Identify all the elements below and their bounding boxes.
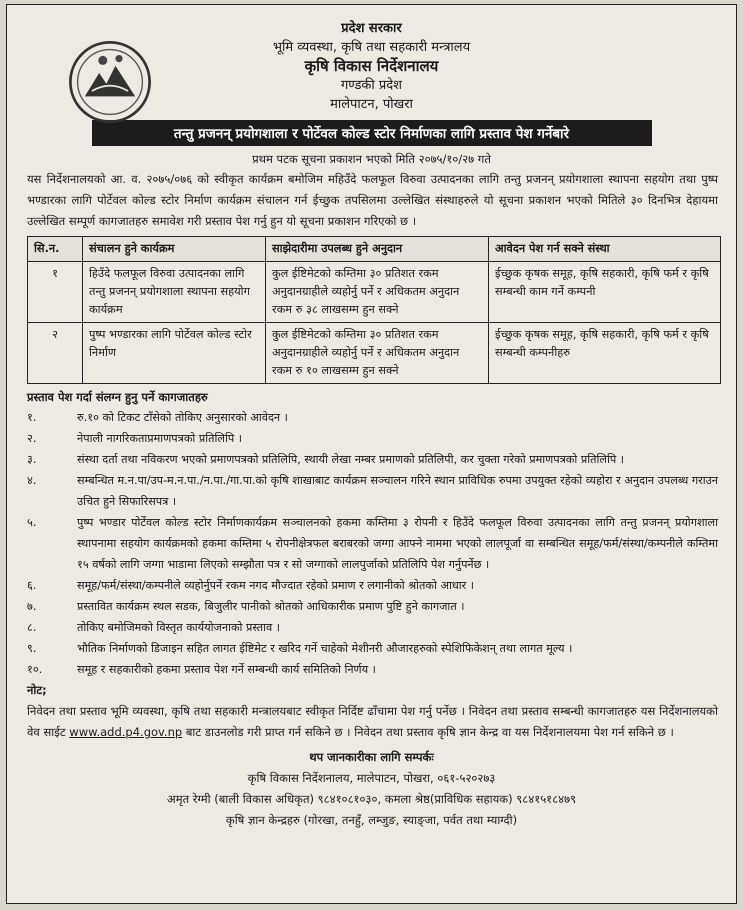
col-header-grant: साझेदारीमा उपलब्ध हुने अनुदान — [266, 237, 489, 262]
item-number: २. — [27, 432, 37, 445]
list-item — [27, 638, 718, 659]
item-text: नेपाली नागरिकताप्रमाणपत्रको प्रतिलिपि । — [77, 432, 243, 445]
note-section — [7, 680, 736, 743]
contact-centers: कृषि ज्ञान केन्द्रहरु (गोरखा, तनहुँ, लम्जुङ, स्याङ्जा, पर्वत तथा म्याग्दी) — [225, 813, 518, 827]
col-header-eligible: आवेदन पेश गर्न सक्ने संस्था — [489, 237, 721, 262]
contact-title: थप जानकारीका लागि सम्पर्कः — [309, 750, 434, 764]
item-text: रु.१० को टिकट टाँसेको तोकिए अनुसारको आवेदन । — [77, 411, 288, 424]
cell-sn: २ — [28, 323, 83, 384]
header-address: मालेपाटन, पोखरा — [330, 97, 413, 112]
note-text-after: बाट डाउनलोड गरी प्राप्त गर्न सकिने छ । निवेदन तथा प्रस्ताव कृषि ज्ञान केन्द्र वा यस निर्देशनालयमा पेश गर्न सकिने छ । — [182, 725, 674, 739]
item-text: प्रस्तावित कार्यक्रम स्थल सडक, बिजुलीर पानीको श्रोतको आधिकारीक प्रमाण पुष्टि हुने कागजात । — [77, 600, 465, 613]
intro-paragraph: यस निर्देशनालयको आ. व. २०७५/०७६ को स्वीकृत कार्यक्रम बमोजिम महिउँदे फलफूल विरुवा उत्पादनका लागि तन्तु प्रजनन् प्रयोगशाला स्थापना सहयोग तथा पुष्प भण्डारका लागि पोर्टेवल कोल्ड स्टोर निर्माण कार्यक्रम संचालन गर्न ईच्छुक तपसिलमा उल्लेखित संस्थाहरुले यो सूचना प्रकाशन भएको मितिले ३० दिनभित्र देहायमा उल्लेखित सम्पूर्ण कागजातहरु समावेश गरी प्रस्ताव पेश गर्नु हुन यो सूचना प्रकाशन गरिएको छ । — [27, 172, 718, 228]
contact-office: कृषि विकास निर्देशनालय, मालेपाटन, पोखरा, ०६१-५२०२७३ — [247, 771, 496, 785]
list-item — [27, 407, 718, 428]
item-number: १. — [27, 411, 37, 424]
item-text: समूह/फर्म/संस्था/कम्पनीले व्यहोर्नुपर्ने रकम नगद मौज्दात रहेको प्रमाण र लगानीको श्रोतको आधार । — [77, 579, 475, 592]
contact-section — [7, 747, 736, 831]
item-number: ५. — [27, 516, 37, 529]
header-ministry: भूमि व्यवस्था, कृषि तथा सहकारी मन्त्रालय — [272, 40, 471, 55]
website-link[interactable]: www.add.p4.gov.np — [69, 725, 183, 739]
list-item — [27, 617, 718, 638]
item-text: सम्बन्धित म.न.पा/उप-म.न.पा./न.पा./गा.पा.को कृषि शाखाबाट कार्यक्रम सञ्चालन गरिने स्थान प्राविधिक रुपमा उपयुक्त रहेको व्यहोरा र अनुदान उपलब्ध गराउन उचित हुने सिफारिसपत्र । — [77, 474, 718, 508]
item-text: पुष्प भण्डार पोर्टेवल कोल्ड स्टोर निर्माणकार्यक्रम सञ्चालनको हकमा कम्तिमा ३ रोपनी र हिउँदे फलफूल विरुवा उत्पादनका लागि तन्तु प्रजनन् प्रयोगशाला स्थापनामा सहयोग कार्यक्रमको हकमा कम्तिमा ५ रोपनीक्षेत्रफल बराबरको जग्गा आफ्ने नाममा भएको लालपूर्जा वा सम्बन्धित समूह/फर्म/संस्था/कम्पनीले कम्तिमा १५ वर्षको लागि जग्गा भाडामा लिएको सम्झौता पत्र र सो जग्गाको लालपुर्जाको प्रतिलिपि पेश गर्नुपर्नेछ । — [77, 516, 718, 571]
contact-persons: अमृत रेग्मी (बाली विकास अधिकृत) ९८४१०८१०३०, कमला श्रेष्ठ(प्राविधिक सहायक) ९८४१५१८४७९ — [166, 792, 577, 806]
government-emblem-icon — [65, 37, 155, 127]
cell-grant: कुल ईष्टिमेटको कम्तिमा ३० प्रतिशत रकम अनुदानग्राहीले व्यहोर्नु पर्ने र अधिकतम अनुदान रकम रु ३८ लाखसम्म हुन सक्ने — [266, 262, 489, 323]
item-number: ६. — [27, 579, 37, 592]
item-text: भौतिक निर्माणको डिजाइन सहित लागत ईष्टिमेट र खरिद गर्ने चाहेको मेशीनरी औजारहरुको स्पेशिफिकेशन् तथा लागत मूल्य । — [77, 642, 573, 655]
note-label: नोट; — [27, 683, 47, 697]
col-header-sn: सि.न. — [28, 237, 83, 262]
item-text: तोकिए बमोजिमको विस्तृत कार्ययोजनाको प्रस्ताव । — [77, 621, 281, 634]
note-text — [27, 701, 718, 743]
table-header-row — [28, 237, 721, 262]
item-number: १०. — [27, 663, 43, 676]
item-number: ८. — [27, 621, 37, 634]
cell-program: पुष्प भण्डारका लागि पोर्टेवल कोल्ड स्टोर निर्माण — [83, 323, 266, 384]
program-table — [27, 236, 721, 384]
list-item — [27, 428, 718, 449]
publish-date: प्रथम पटक सूचना प्रकाशन भएको मिति २०७५/१०/२७ गते — [252, 152, 491, 166]
item-text: समूह र सहकारीको हकमा प्रस्ताव पेश गर्ने सम्बन्धी कार्य समितिको निर्णय । — [77, 663, 376, 676]
item-number: ४. — [27, 474, 37, 487]
notice-page — [6, 4, 737, 904]
cell-eligible: ईच्छुक कृषक समूह, कृषि सहकारी, कृषि फर्म र कृषि सम्बन्धी कम्पनीहरु — [489, 323, 721, 384]
item-number: ९. — [27, 642, 37, 655]
list-item — [27, 575, 718, 596]
table-row — [28, 323, 721, 384]
docs-heading: प्रस्ताव पेश गर्दा संलग्न हुनु पर्ने कागजातहरु — [27, 390, 208, 404]
cell-eligible: ईच्छुक कृषक समूह, कृषि सहकारी, कृषि फर्म र कृषि सम्बन्धी काम गर्ने कम्पनी — [489, 262, 721, 323]
list-item — [27, 659, 718, 680]
cell-grant: कुल ईष्टिमेटको कम्तिमा ३० प्रतिशत रकम अनुदानग्राहीले व्यहोर्नु पर्ने र अधिकतम अनुदान रकम रु १० लाखसम्म हुन सक्ने — [266, 323, 489, 384]
header-province-govt: प्रदेश सरकार — [341, 21, 402, 36]
item-number: ३. — [27, 453, 37, 466]
item-number: ७. — [27, 600, 37, 613]
cell-program: हिउँदे फलफूल विरुवा उत्पादनका लागि तन्तु प्रजनन् प्रयोगशाला स्थापना सहयोग कार्यक्रम — [83, 262, 266, 323]
list-item — [27, 470, 718, 512]
header-directorate: कृषि विकास निर्देशनालय — [304, 57, 439, 75]
item-text: संस्था दर्ता तथा नविकरण भएको प्रमाणपत्रको प्रतिलिपि, स्थायी लेखा नम्बर प्रमाणको प्रतिलिपी, कर चुक्ता गरेको प्रमाणपत्रको प्रतिलिपि । — [77, 453, 624, 466]
list-item — [27, 449, 718, 470]
list-item — [27, 512, 718, 575]
table-row — [28, 262, 721, 323]
docs-list — [7, 407, 736, 680]
notice-title: तन्तु प्रजनन् प्रयोगशाला र पोर्टेवल कोल्ड स्टोर निर्माणका लागि प्रस्ताव पेश गर्नेबारे — [92, 120, 652, 146]
cell-sn: १ — [28, 262, 83, 323]
list-item — [27, 596, 718, 617]
header-province: गण्डकी प्रदेश — [340, 78, 403, 93]
col-header-program: संचालन हुने कार्यक्रम — [83, 237, 266, 262]
note-text-before: निवेदन तथा प्रस्ताव भूमि व्यवस्था, कृषि तथा सहकारी मन्त्रालयबाट स्वीकृत निर्दिष्ट ढाँचामा पेश गर्नु पर्नेछ । निवेदन तथा प्रस्ताव सम्बन्धी कागजातहरु यस निर्देशनालयको वेव साईट — [27, 704, 718, 739]
